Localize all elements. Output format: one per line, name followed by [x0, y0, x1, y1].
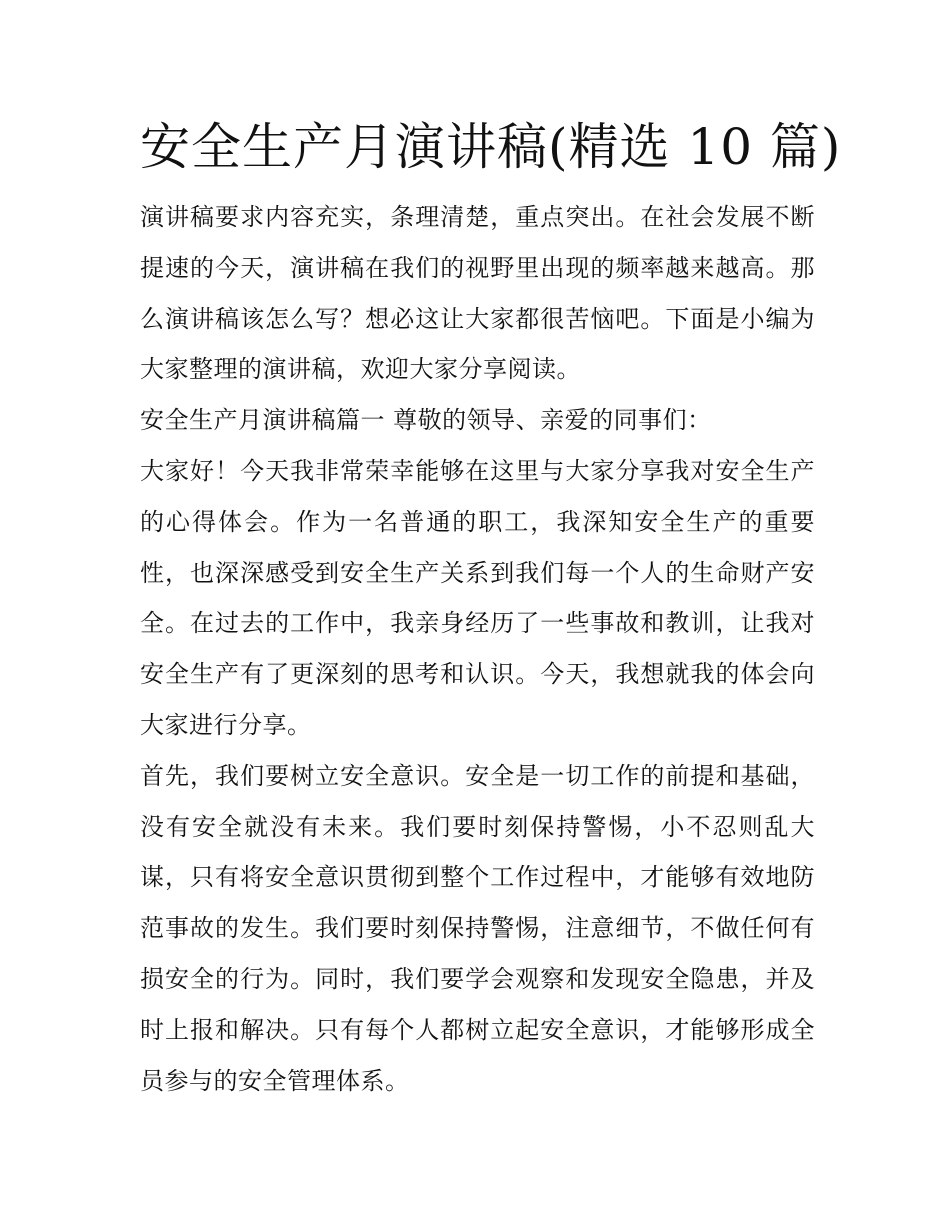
document-body: [140, 112, 842, 1106]
paragraph-intro: 演讲稿要求内容充实，条理清楚，重点突出。在社会发展不断提速的今天，演讲稿在我们的视野里出现的频率越来越高。那么演讲稿该怎么写？想必这让大家都很苦恼吧。下面是小编为大家整理的演讲稿，欢迎大家分享阅读。: [140, 203, 815, 384]
paragraph-first-point: 首先，我们要树立安全意识。安全是一切工作的前提和基础，没有安全就没有未来。我们要时刻保持警惕，小不忍则乱大谋，只有将安全意识贯彻到整个工作过程中，才能够有效地防范事故的发生。我们要时刻保持警惕，注意细节，不做任何有损安全的行为。同时，我们要学会观察和发现安全隐患，并及时上报和解决。只有每个人都树立起安全意识，才能够形成全员参与的安全管理体系。: [140, 761, 815, 1095]
paragraph-salutation: 安全生产月演讲稿篇一 尊敬的领导、亲爱的同事们：: [140, 406, 712, 435]
paragraph-greeting: 大家好！今天我非常荣幸能够在这里与大家分享我对安全生产的心得体会。作为一名普通的职工，我深知安全生产的重要性，也深深感受到安全生产关系到我们每一个人的生命财产安全。在过去的工作中，我亲身经历了一些事故和教训，让我对安全生产有了更深刻的思考和认识。今天，我想就我的体会向大家进行分享。: [140, 456, 815, 739]
document-title: 安全生产月演讲稿(精选 10 篇): [140, 118, 842, 176]
